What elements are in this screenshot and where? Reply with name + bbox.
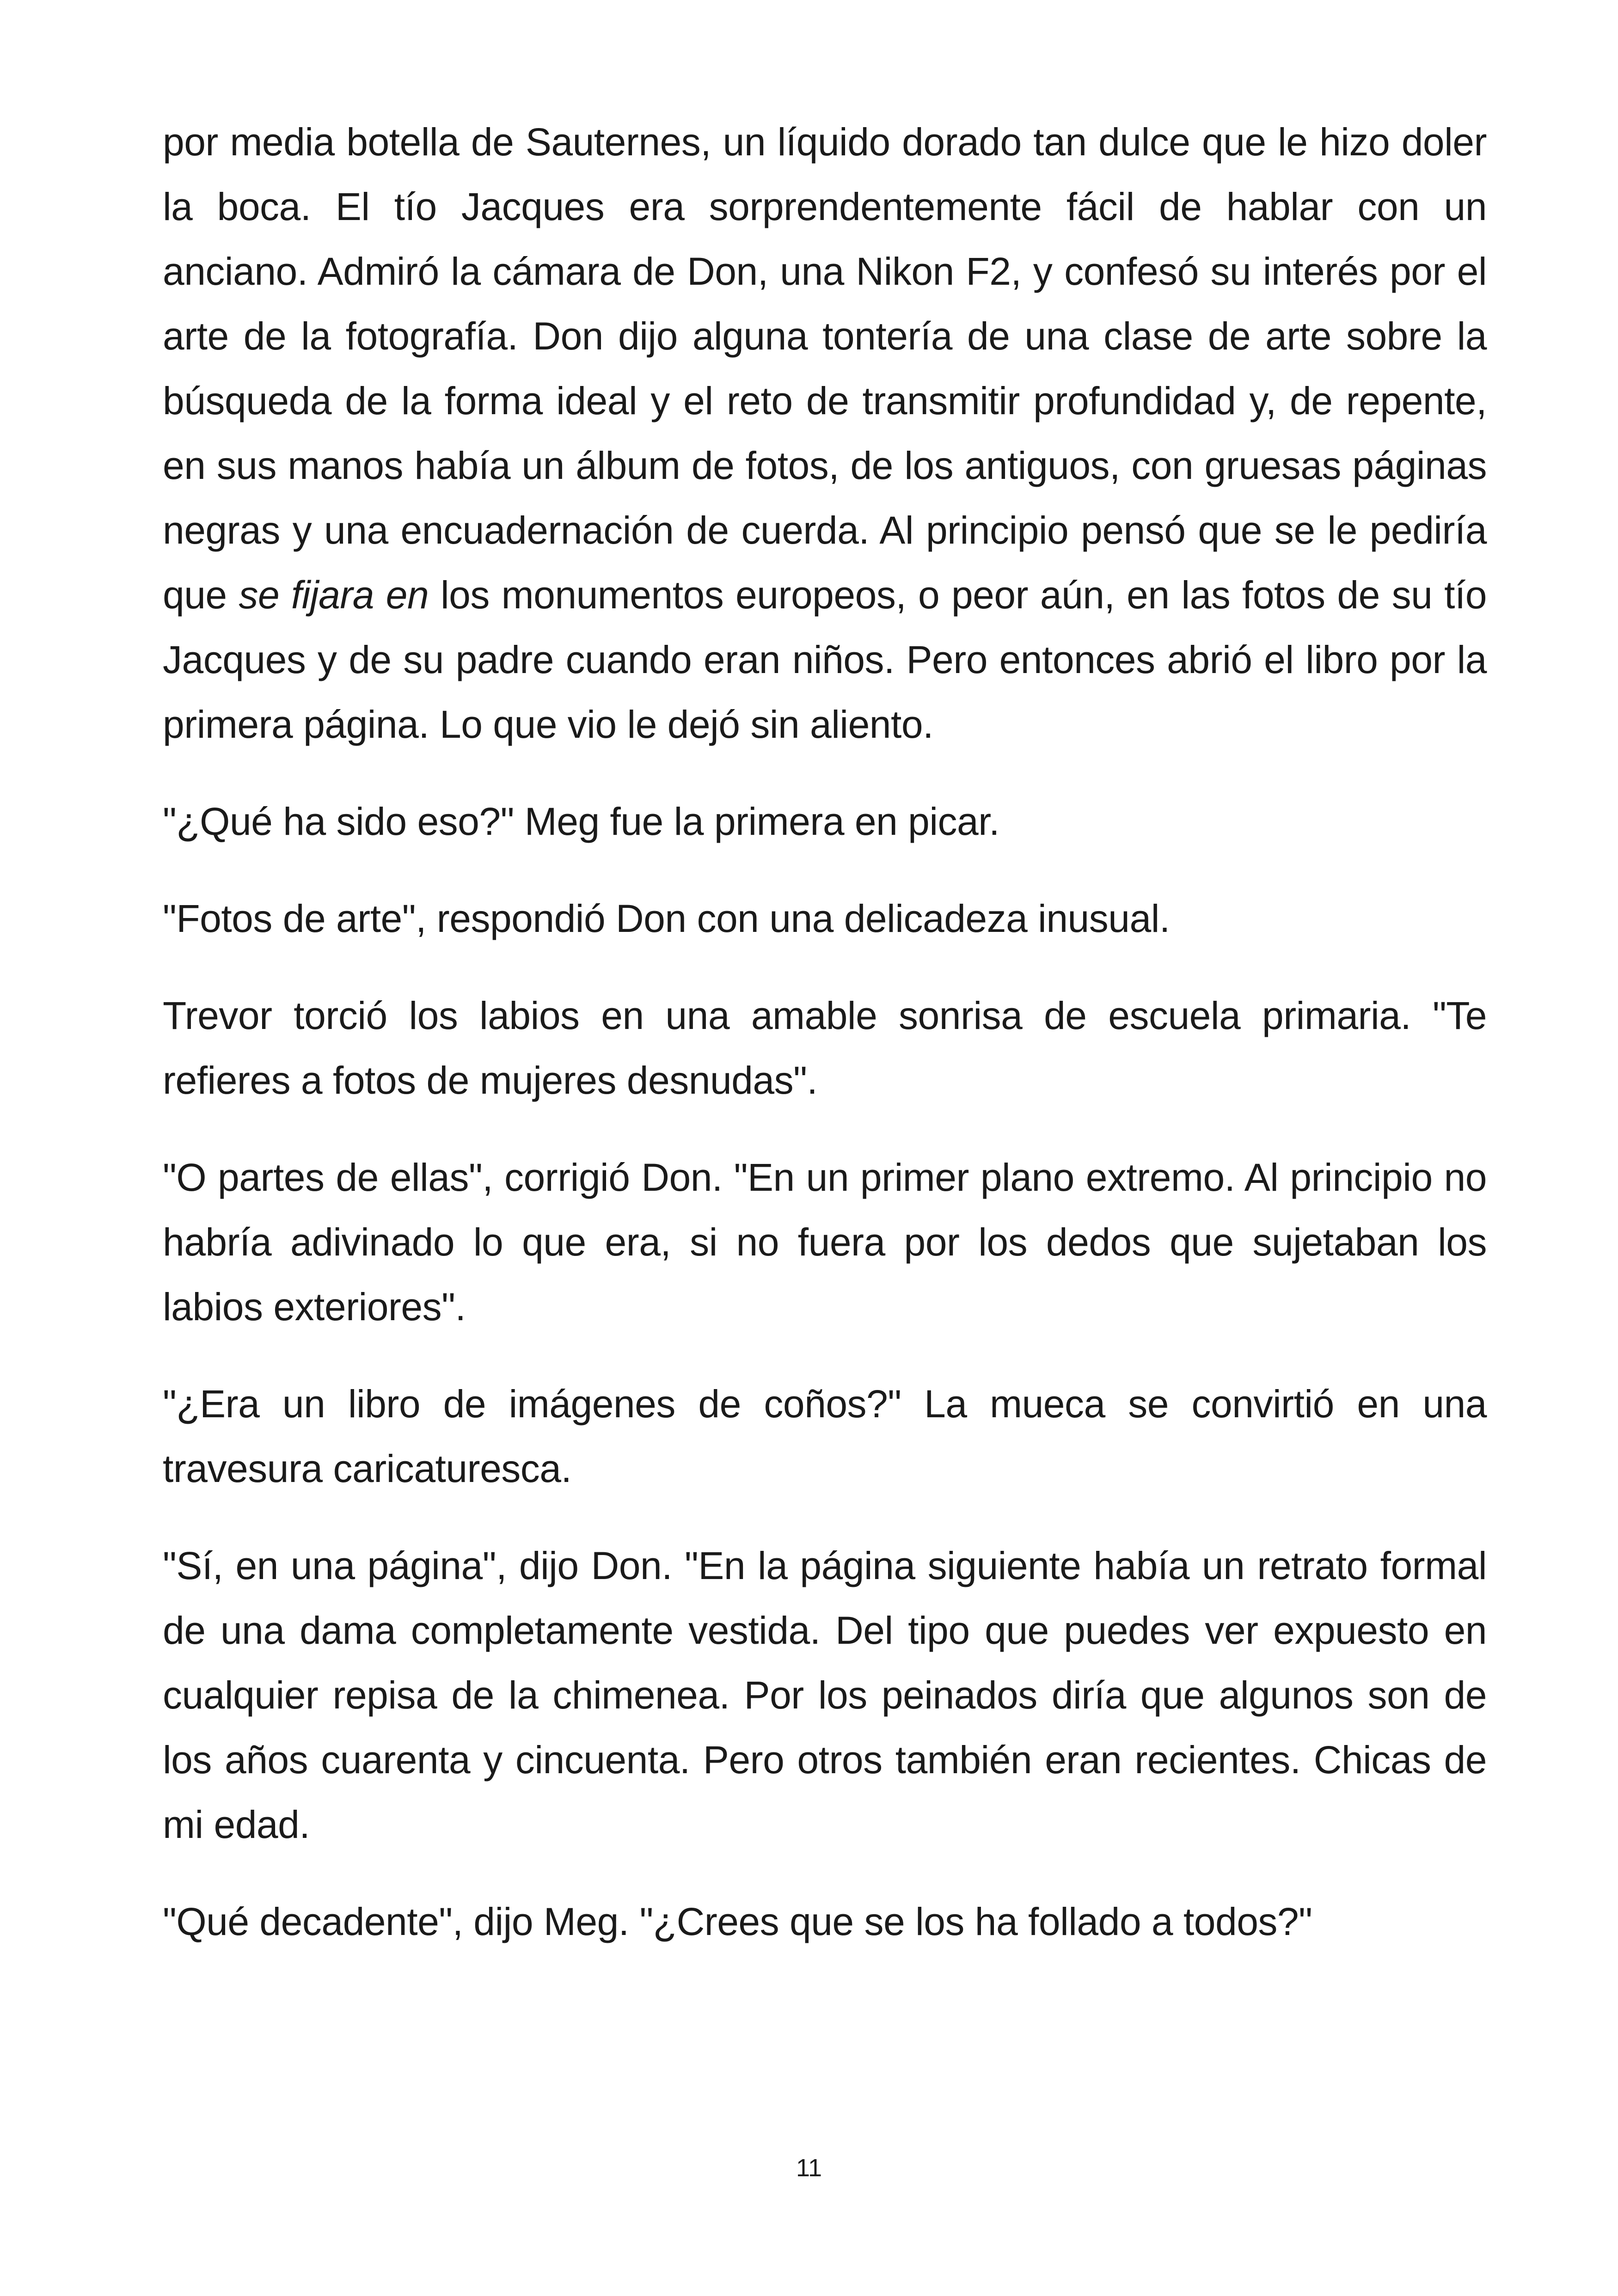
- paragraph-7: "Sí, en una página", dijo Don. "En la página siguiente había un retrato formal de una dama completamente vestida. Del tipo que puedes ver expuesto en cualquier repisa de la chimenea. Por los peinados diría que algunos son de los años cuarenta y cincuenta. Pero otros también eran recientes. Chicas de mi edad.: [163, 1544, 1487, 1846]
- paragraph-2: "¿Qué ha sido eso?" Meg fue la primera en picar.: [163, 800, 999, 843]
- page-number: 11: [796, 2154, 822, 2182]
- paragraph-3: "Fotos de arte", respondió Don con una delicadeza inusual.: [163, 897, 1170, 940]
- paragraph-1-text-start: por media botella de Sauternes, un líquido dorado tan dulce que le hizo doler la boca. El tío Jacques era sorprendentemente fácil de hablar con un anciano. Admiró la cámara de Don, una Nikon F2, y confesó su interés por el arte de la fotografía. Don dijo alguna tontería de una clase de arte sobre la búsqueda de la forma ideal y el reto de transmitir profundidad y, de repente, en sus manos había un álbum de fotos, de los antiguos, con gruesas páginas negras y una encuadernación de cuerda. Al principio pensó que se le pediría que: [163, 120, 1487, 617]
- paragraph-4: Trevor torció los labios en una amable sonrisa de escuela primaria. "Te refieres a fotos de mujeres desnudas".: [163, 994, 1487, 1102]
- paragraph-6: "¿Era un libro de imágenes de coños?" La mueca se convirtió en una travesura caricaturesca.: [163, 1382, 1487, 1490]
- paragraph-1: [163, 110, 1487, 757]
- body-text: [163, 110, 1487, 1954]
- italic-phrase: se fijara en: [239, 573, 429, 617]
- paragraph-5: "O partes de ellas", corrigió Don. "En un primer plano extremo. Al principio no habría adivinado lo que era, si no fuera por los dedos que sujetaban los labios exteriores".: [163, 1156, 1487, 1329]
- paragraph-8: "Qué decadente", dijo Meg. "¿Crees que se los ha follado a todos?": [163, 1900, 1312, 1943]
- paragraph-1-text-end: los monumentos europeos, o peor aún, en las fotos de su tío Jacques y de su padre cuando eran niños. Pero entonces abrió el libro por la primera página. Lo que vio le dejó sin aliento.: [163, 573, 1487, 746]
